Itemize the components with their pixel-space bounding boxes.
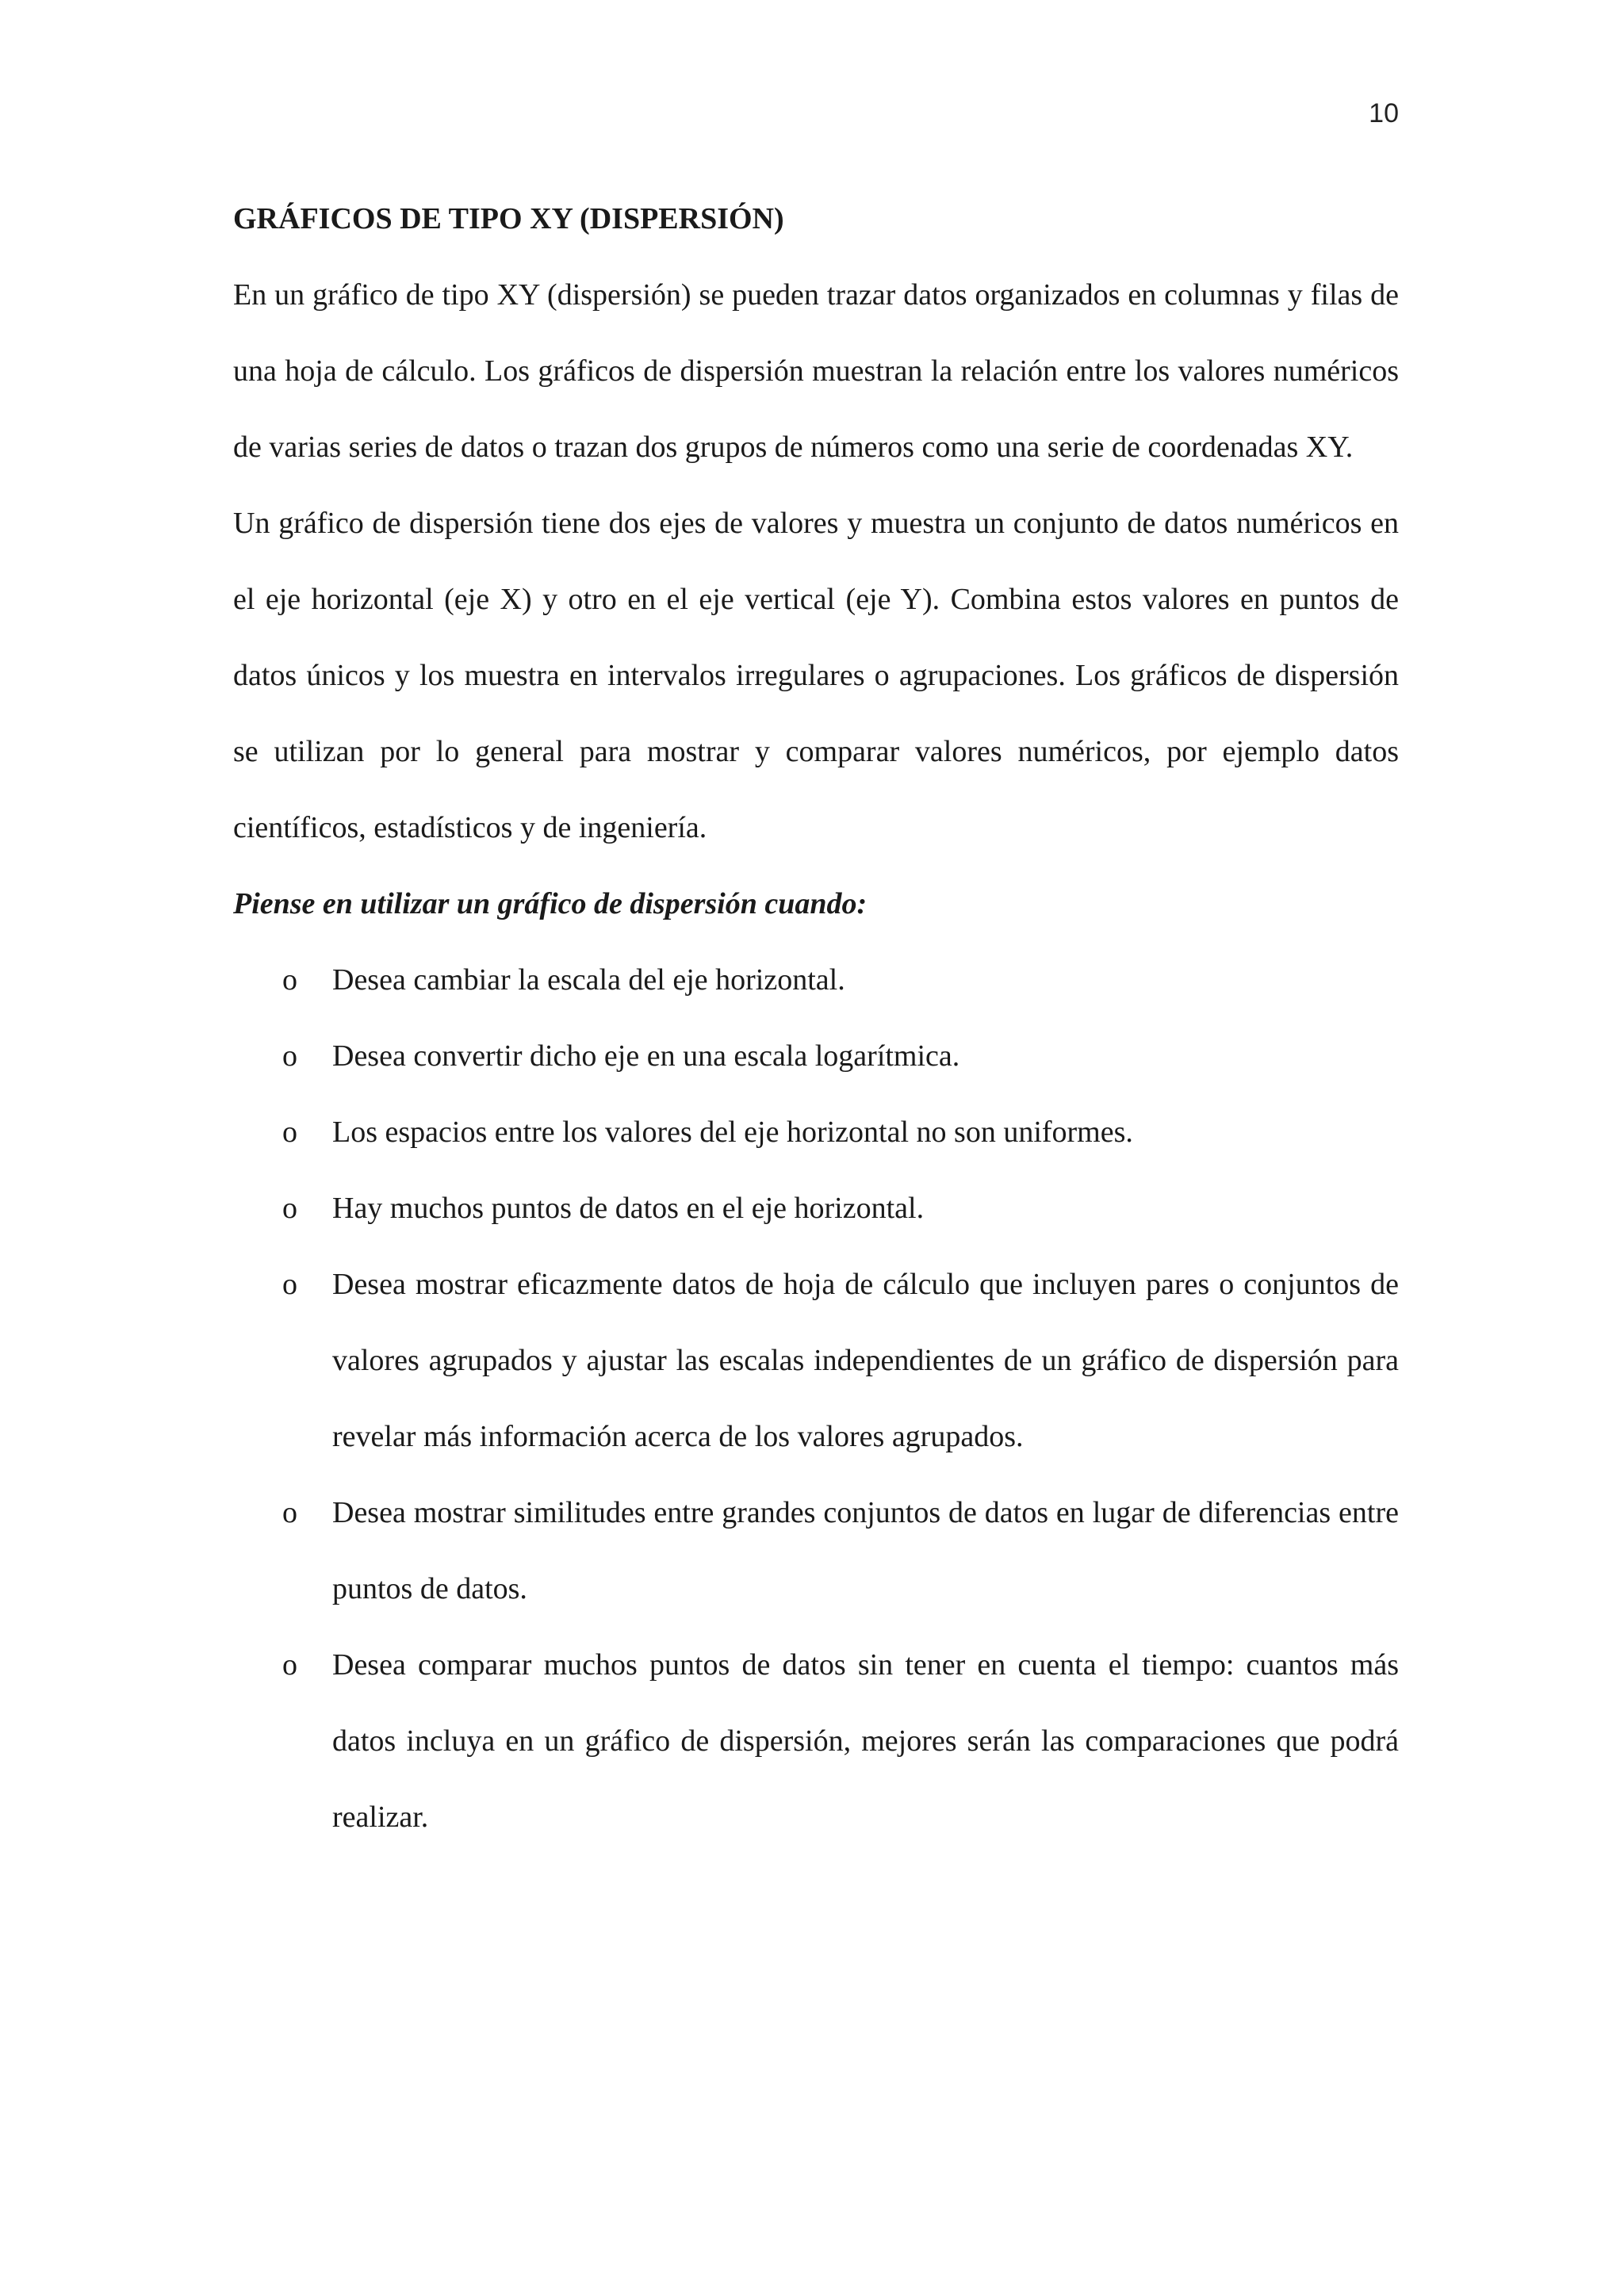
bullet-list <box>233 942 1399 1855</box>
list-item-text: Desea convertir dicho eje en una escala logarítmica. <box>332 1039 960 1073</box>
document-body <box>233 181 1399 1855</box>
list-item <box>233 1094 1399 1170</box>
list-item-text: Hay muchos puntos de datos en el eje horizontal. <box>332 1192 925 1225</box>
list-item-text: Desea mostrar similitudes entre grandes conjuntos de datos en lugar de diferencias entre puntos de datos. <box>332 1496 1399 1605</box>
list-item <box>233 1627 1399 1855</box>
bullet-marker-icon: o <box>282 1496 297 1529</box>
list-item <box>233 1475 1399 1627</box>
bullet-marker-icon: o <box>282 1192 297 1225</box>
list-item <box>233 1018 1399 1094</box>
list-item-text: Los espacios entre los valores del eje horizontal no son uniformes. <box>332 1115 1133 1149</box>
page-number: 10 <box>1369 98 1399 128</box>
bullet-marker-icon: o <box>282 1115 297 1149</box>
list-item <box>233 942 1399 1018</box>
section-heading: GRÁFICOS DE TIPO XY (DISPERSIÓN) <box>233 202 784 235</box>
list-item <box>233 1246 1399 1475</box>
list-item-text: Desea comparar muchos puntos de datos sin tener en cuenta el tiempo: cuantos más datos incluya en un gráfico de dispersión, mejores serán las comparaciones que podrá realizar. <box>332 1648 1399 1834</box>
bullet-marker-icon: o <box>282 963 297 997</box>
list-item <box>233 1170 1399 1246</box>
bullet-marker-icon: o <box>282 1648 297 1682</box>
bullet-marker-icon: o <box>282 1268 297 1301</box>
paragraph-description: Un gráfico de dispersión tiene dos ejes de valores y muestra un conjunto de datos numéricos en el eje horizontal (eje X) y otro en el eje vertical (eje Y). Combina estos valores en puntos de datos únicos y los muestra en intervalos irregulares o agrupaciones. Los gráficos de dispersión se utilizan por lo general para mostrar y comparar valores numéricos, por ejemplo datos científicos, estadísticos y de ingeniería. <box>233 507 1399 844</box>
list-item-text: Desea cambiar la escala del eje horizontal. <box>332 963 845 997</box>
paragraph-intro: En un gráfico de tipo XY (dispersión) se pueden trazar datos organizados en columnas y filas de una hoja de cálculo. Los gráficos de dispersión muestran la relación entre los valores numéricos de varias series de datos o trazan dos grupos de números como una serie de coordenadas XY. <box>233 278 1399 464</box>
bullet-marker-icon: o <box>282 1039 297 1073</box>
list-lead-in: Piense en utilizar un gráfico de dispersión cuando: <box>233 887 868 920</box>
list-item-text: Desea mostrar eficazmente datos de hoja de cálculo que incluyen pares o conjuntos de valores agrupados y ajustar las escalas independientes de un gráfico de dispersión para revelar más información acerca de los valores agrupados. <box>332 1268 1399 1453</box>
